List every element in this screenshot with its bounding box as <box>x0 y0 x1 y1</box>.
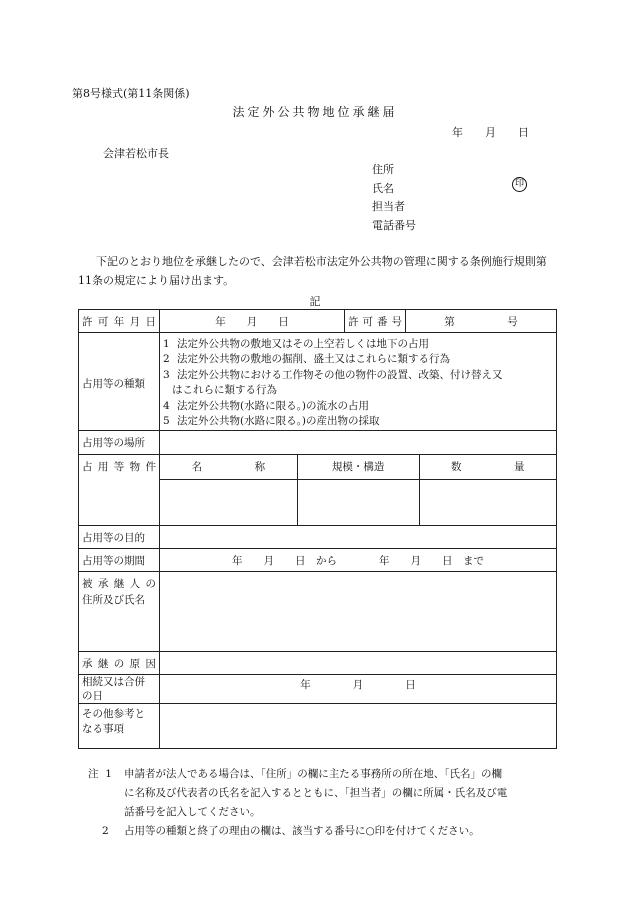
object-name-field[interactable] <box>160 479 297 525</box>
note-line: 話番号を記入してください。 <box>124 806 261 818</box>
reason-label: 承継の原因 <box>79 652 160 675</box>
type-text: 法定外公共物における工作物その他の物件の設置、改築、付け替え又 <box>177 368 503 381</box>
inherit-date-label <box>79 675 160 704</box>
inherit-label-line2: の日 <box>82 690 103 702</box>
note-mark-label: 注 <box>88 768 99 780</box>
note-num: 2 <box>102 825 109 837</box>
object-scale-field[interactable] <box>297 479 419 525</box>
type-text: 法定外公共物の敷地の掘削、盛土又はこれらに類する行為 <box>177 353 450 365</box>
other-label-line1: その他参考と <box>82 708 145 720</box>
predecessor-label-line2: 住所及び氏名 <box>82 594 145 606</box>
type-list <box>160 333 557 431</box>
type-item-3[interactable] <box>163 368 553 384</box>
predecessor-row <box>79 572 557 652</box>
predecessor-label-line1: 被承継人の <box>82 578 156 590</box>
type-item-5[interactable] <box>163 414 553 430</box>
period-label: 占用等の期間 <box>79 549 160 572</box>
type-item-3-continued <box>163 383 553 399</box>
type-text: 法定外公共物(水路に限る。)の流水の占用 <box>177 399 369 412</box>
applicant-address-label: 住所 <box>372 163 394 176</box>
permit-no-label: 許可番号 <box>345 310 406 333</box>
type-num: 1 <box>163 337 170 350</box>
note-prefix <box>88 765 112 784</box>
note-item-1 <box>88 765 568 822</box>
object-grid <box>160 455 557 526</box>
object-col-name: 名 称 <box>160 455 297 479</box>
purpose-field[interactable] <box>160 526 557 549</box>
object-col-quantity: 数 量 <box>419 455 556 479</box>
body-text: 下記のとおり地位を承継したので、会津若松市法定外公共物の管理に関する条例施行規則第11条の規定により届け出ます。 <box>78 255 547 287</box>
submission-date[interactable]: 年 月 日 <box>452 126 529 139</box>
type-item-2[interactable] <box>163 352 553 368</box>
note-num: 1 <box>105 768 112 780</box>
type-text: 法定外公共物(水路に限る。)の産出物の採取 <box>177 415 380 427</box>
place-field[interactable] <box>160 431 557 455</box>
type-item-4[interactable] <box>163 399 553 415</box>
note-line: 占用等の種類と終了の理由の欄は、該当する番号に○印を付けてください。 <box>124 825 480 837</box>
predecessor-label <box>79 572 160 652</box>
type-item-1[interactable] <box>163 337 553 353</box>
purpose-label: 占用等の目的 <box>79 526 160 549</box>
object-col-scale: 規模・構造 <box>297 455 419 479</box>
note-item-2 <box>88 822 568 841</box>
type-row <box>79 333 557 431</box>
form-number: 第8号様式(第11条関係) <box>72 87 190 100</box>
applicant-phone-label: 電話番号 <box>372 219 416 232</box>
type-label: 占用等の種類 <box>79 333 160 431</box>
type-num: 5 <box>163 415 170 427</box>
object-row <box>79 455 557 526</box>
seal-mark: 印 <box>512 177 527 192</box>
inherit-date-field[interactable]: 年 月 日 <box>160 675 557 704</box>
reason-row <box>79 652 557 675</box>
other-field[interactable] <box>160 704 557 749</box>
note-line: 申請者が法人である場合は、「住所」の欄に主たる事務所の所在地、「氏名」の欄 <box>124 768 502 780</box>
object-label: 占用等物件 <box>79 455 160 526</box>
period-row <box>79 549 557 572</box>
type-text: はこれらに類する行為 <box>172 384 277 396</box>
type-num: 3 <box>163 368 170 381</box>
place-label: 占用等の場所 <box>79 431 160 455</box>
period-field[interactable]: 年 月 日 から 年 月 日 まで <box>160 549 557 572</box>
object-quantity-field[interactable] <box>419 479 556 525</box>
purpose-row <box>79 526 557 549</box>
notes <box>88 765 568 841</box>
other-row <box>79 704 557 749</box>
other-label <box>79 704 160 749</box>
place-row <box>79 431 557 455</box>
note-mark: 記 <box>309 295 321 308</box>
applicant-contact-label: 担当者 <box>372 200 405 213</box>
reason-field[interactable] <box>160 652 557 675</box>
document-title: 法定外公共物地位承継届 <box>232 105 398 119</box>
application-table <box>78 309 557 749</box>
inherit-label-line1: 相続又は合併 <box>82 676 145 688</box>
applicant-name-label: 氏名 <box>372 182 394 195</box>
predecessor-field[interactable] <box>160 572 557 652</box>
object-inner-table <box>160 455 556 525</box>
note-line: に名称及び代表者の氏名を記入するとともに、「担当者」の欄に所属・氏名及び電 <box>124 787 508 799</box>
inherit-date-row <box>79 675 557 704</box>
recipient: 会津若松市長 <box>103 147 169 160</box>
type-num: 2 <box>163 353 170 365</box>
permit-no-field[interactable]: 第 号 <box>406 310 557 333</box>
permit-date-field[interactable]: 年 月 日 <box>160 310 345 333</box>
permit-date-label: 許可年月日 <box>79 310 160 333</box>
other-label-line2: なる事項 <box>82 723 124 735</box>
type-num: 4 <box>163 399 170 412</box>
permit-row <box>79 310 557 333</box>
type-text: 法定外公共物の敷地又はその上空若しくは地下の占用 <box>177 337 429 350</box>
